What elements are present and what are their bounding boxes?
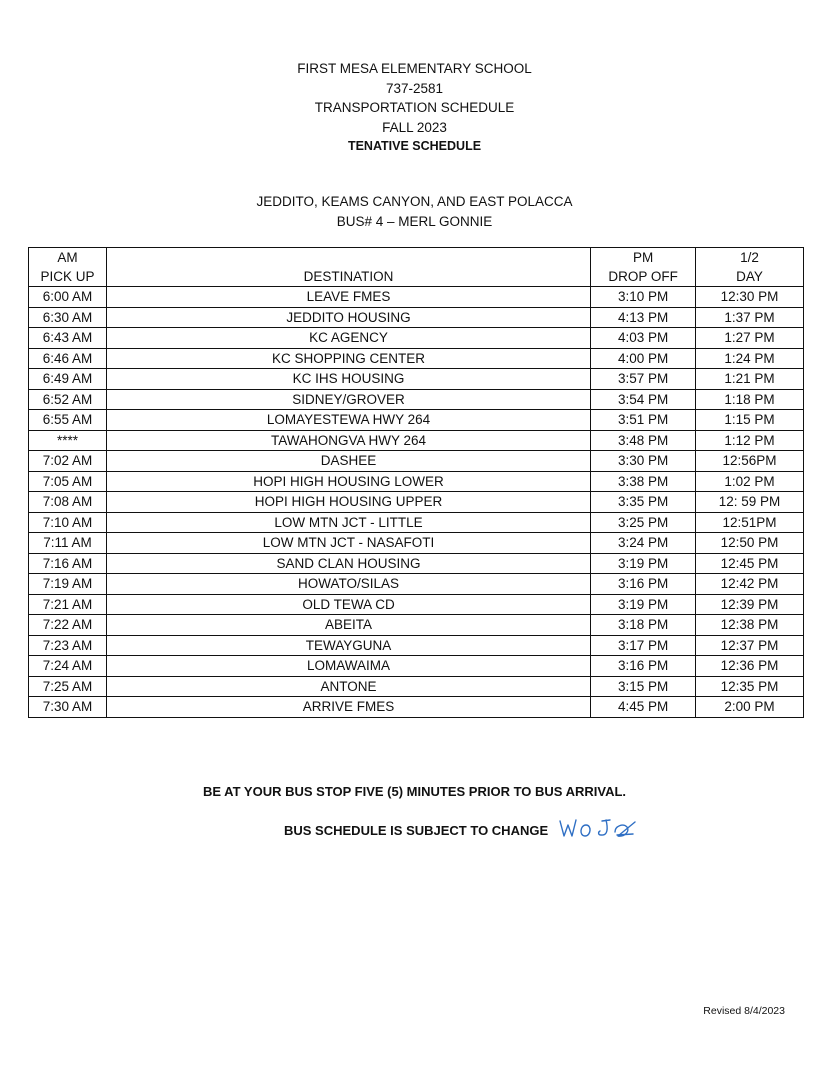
pm-dropoff-cell: 3:15 PM bbox=[591, 676, 696, 697]
am-pickup-cell: 7:10 AM bbox=[29, 512, 107, 533]
am-pickup-cell: 6:52 AM bbox=[29, 389, 107, 410]
am-pickup-cell: 7:30 AM bbox=[29, 697, 107, 718]
half-day-cell: 12:56PM bbox=[696, 451, 804, 472]
am-pickup-cell: 6:49 AM bbox=[29, 369, 107, 390]
table-row bbox=[29, 594, 804, 615]
pm-dropoff-cell: 3:30 PM bbox=[591, 451, 696, 472]
pm-dropoff-cell: 4:00 PM bbox=[591, 348, 696, 369]
destination-cell: LOW MTN JCT - NASAFOTI bbox=[106, 533, 590, 554]
document-title: TRANSPORTATION SCHEDULE bbox=[314, 100, 515, 115]
schedule-status: TENATIVE SCHEDULE bbox=[347, 139, 482, 153]
half-day-cell: 12: 59 PM bbox=[696, 492, 804, 513]
half-day-cell: 12:42 PM bbox=[696, 574, 804, 595]
header-row bbox=[29, 248, 804, 287]
pm-dropoff-cell: 3:10 PM bbox=[591, 287, 696, 308]
revised-date: Revised 8/4/2023 bbox=[703, 1005, 785, 1017]
half-day-cell: 1:21 PM bbox=[696, 369, 804, 390]
destination-cell: OLD TEWA CD bbox=[106, 594, 590, 615]
am-pickup-cell: 7:25 AM bbox=[29, 676, 107, 697]
am-pickup-cell: **** bbox=[29, 430, 107, 451]
destination-cell: HOWATO/SILAS bbox=[106, 574, 590, 595]
am-pickup-cell: 6:46 AM bbox=[29, 348, 107, 369]
am-pickup-cell: 6:30 AM bbox=[29, 307, 107, 328]
pm-dropoff-cell: 3:38 PM bbox=[591, 471, 696, 492]
half-day-cell: 2:00 PM bbox=[696, 697, 804, 718]
table-row bbox=[29, 533, 804, 554]
destination-cell: ABEITA bbox=[106, 615, 590, 636]
pm-dropoff-cell: 4:13 PM bbox=[591, 307, 696, 328]
pm-header-line1: PM bbox=[633, 250, 654, 265]
half-day-cell: 1:15 PM bbox=[696, 410, 804, 431]
half-day-cell: 12:45 PM bbox=[696, 553, 804, 574]
half-day-cell: 12:30 PM bbox=[696, 287, 804, 308]
table-row bbox=[29, 328, 804, 349]
half-day-cell: 12:50 PM bbox=[696, 533, 804, 554]
table-row bbox=[29, 553, 804, 574]
school-phone: 737-2581 bbox=[385, 80, 444, 96]
am-pickup-cell: 7:22 AM bbox=[29, 615, 107, 636]
am-pickup-cell: 6:00 AM bbox=[29, 287, 107, 308]
half-day-header bbox=[696, 248, 804, 287]
table-row bbox=[29, 635, 804, 656]
pm-dropoff-cell: 3:17 PM bbox=[591, 635, 696, 656]
half-day-cell: 1:02 PM bbox=[696, 471, 804, 492]
destination-cell: LOMAWAIMA bbox=[106, 656, 590, 677]
destination-cell: SIDNEY/GROVER bbox=[106, 389, 590, 410]
destination-header bbox=[106, 248, 590, 287]
am-pickup-cell: 7:16 AM bbox=[29, 553, 107, 574]
pm-dropoff-cell: 3:19 PM bbox=[591, 594, 696, 615]
table-row bbox=[29, 492, 804, 513]
pm-header-line2: DROP OFF bbox=[608, 269, 678, 284]
am-header-line2: PICK UP bbox=[40, 269, 95, 284]
bus-driver: BUS# 4 – MERL GONNIE bbox=[336, 214, 493, 229]
am-pickup-cell: 7:02 AM bbox=[29, 451, 107, 472]
destination-cell: TEWAYGUNA bbox=[106, 635, 590, 656]
pm-dropoff-cell: 3:19 PM bbox=[591, 553, 696, 574]
table-row bbox=[29, 348, 804, 369]
am-pickup-cell: 6:43 AM bbox=[29, 328, 107, 349]
destination-cell: HOPI HIGH HOUSING UPPER bbox=[106, 492, 590, 513]
table-row bbox=[29, 389, 804, 410]
pm-dropoff-cell: 3:16 PM bbox=[591, 656, 696, 677]
table-row bbox=[29, 287, 804, 308]
half-day-cell: 12:39 PM bbox=[696, 594, 804, 615]
am-pickup-cell: 6:55 AM bbox=[29, 410, 107, 431]
destination-cell: TAWAHONGVA HWY 264 bbox=[106, 430, 590, 451]
half-day-cell: 1:18 PM bbox=[696, 389, 804, 410]
pm-dropoff-cell: 3:35 PM bbox=[591, 492, 696, 513]
route-area: JEDDITO, KEAMS CANYON, AND EAST POLACCA bbox=[256, 194, 573, 209]
half-day-cell: 12:37 PM bbox=[696, 635, 804, 656]
half-day-cell: 12:38 PM bbox=[696, 615, 804, 636]
pm-dropoff-cell: 3:48 PM bbox=[591, 430, 696, 451]
destination-header-label: DESTINATION bbox=[303, 269, 394, 284]
table-row bbox=[29, 471, 804, 492]
schedule-table bbox=[28, 247, 804, 718]
destination-cell: KC SHOPPING CENTER bbox=[106, 348, 590, 369]
pm-dropoff-cell: 3:57 PM bbox=[591, 369, 696, 390]
destination-cell: SAND CLAN HOUSING bbox=[106, 553, 590, 574]
destination-cell: KC IHS HOUSING bbox=[106, 369, 590, 390]
destination-cell: LOW MTN JCT - LITTLE bbox=[106, 512, 590, 533]
table-row bbox=[29, 430, 804, 451]
change-notice: BUS SCHEDULE IS SUBJECT TO CHANGE bbox=[284, 823, 549, 838]
am-pickup-cell: 7:08 AM bbox=[29, 492, 107, 513]
am-header-line1: AM bbox=[57, 250, 78, 265]
table-row bbox=[29, 615, 804, 636]
am-pickup-cell: 7:11 AM bbox=[29, 533, 107, 554]
destination-cell: LOMAYESTEWA HWY 264 bbox=[106, 410, 590, 431]
half-day-cell: 12:51PM bbox=[696, 512, 804, 533]
pm-dropoff-cell: 3:54 PM bbox=[591, 389, 696, 410]
pm-dropoff-cell: 4:03 PM bbox=[591, 328, 696, 349]
pm-dropoff-cell: 3:51 PM bbox=[591, 410, 696, 431]
half-header-line1: 1/2 bbox=[740, 250, 759, 265]
document-header bbox=[0, 59, 829, 157]
half-day-cell: 12:35 PM bbox=[696, 676, 804, 697]
term: FALL 2023 bbox=[382, 119, 447, 135]
arrival-notice: BE AT YOUR BUS STOP FIVE (5) MINUTES PRIOR TO BUS ARRIVAL. bbox=[202, 784, 627, 799]
destination-cell: ARRIVE FMES bbox=[106, 697, 590, 718]
half-day-cell: 1:12 PM bbox=[696, 430, 804, 451]
am-pickup-cell: 7:24 AM bbox=[29, 656, 107, 677]
table-row bbox=[29, 656, 804, 677]
destination-cell: LEAVE FMES bbox=[106, 287, 590, 308]
table-row bbox=[29, 451, 804, 472]
destination-cell: DASHEE bbox=[106, 451, 590, 472]
destination-cell: KC AGENCY bbox=[106, 328, 590, 349]
destination-cell: JEDDITO HOUSING bbox=[106, 307, 590, 328]
pm-dropoff-header bbox=[591, 248, 696, 287]
am-pickup-cell: 7:05 AM bbox=[29, 471, 107, 492]
destination-cell: ANTONE bbox=[106, 676, 590, 697]
route-info bbox=[0, 192, 829, 232]
table-row bbox=[29, 676, 804, 697]
half-day-cell: 1:24 PM bbox=[696, 348, 804, 369]
pm-dropoff-cell: 3:24 PM bbox=[591, 533, 696, 554]
am-pickup-header bbox=[29, 248, 107, 287]
pm-dropoff-cell: 3:16 PM bbox=[591, 574, 696, 595]
am-pickup-cell: 7:23 AM bbox=[29, 635, 107, 656]
table-row bbox=[29, 307, 804, 328]
handwritten-initials bbox=[557, 812, 639, 842]
destination-cell: HOPI HIGH HOUSING LOWER bbox=[106, 471, 590, 492]
table-row bbox=[29, 697, 804, 718]
half-day-cell: 12:36 PM bbox=[696, 656, 804, 677]
pm-dropoff-cell: 4:45 PM bbox=[591, 697, 696, 718]
half-day-cell: 1:37 PM bbox=[696, 307, 804, 328]
half-header-line2: DAY bbox=[736, 269, 763, 284]
half-day-cell: 1:27 PM bbox=[696, 328, 804, 349]
school-name: FIRST MESA ELEMENTARY SCHOOL bbox=[297, 61, 532, 76]
am-pickup-cell: 7:19 AM bbox=[29, 574, 107, 595]
am-pickup-cell: 7:21 AM bbox=[29, 594, 107, 615]
pm-dropoff-cell: 3:25 PM bbox=[591, 512, 696, 533]
pm-dropoff-cell: 3:18 PM bbox=[591, 615, 696, 636]
table-row bbox=[29, 369, 804, 390]
table-row bbox=[29, 574, 804, 595]
table-row bbox=[29, 512, 804, 533]
table-row bbox=[29, 410, 804, 431]
